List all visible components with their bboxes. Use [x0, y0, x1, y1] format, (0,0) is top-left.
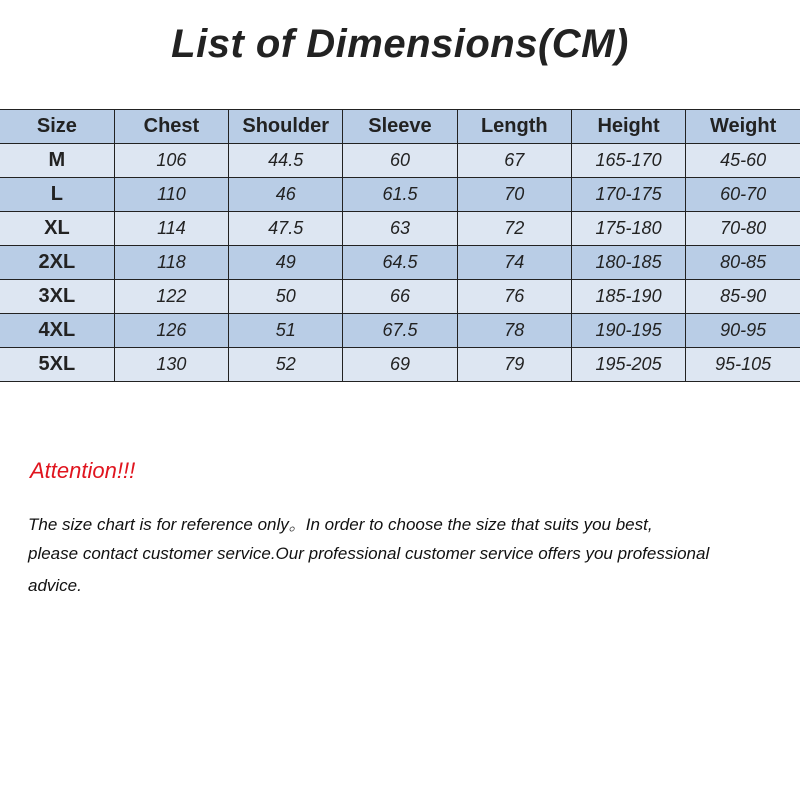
table-cell: 190-195 [571, 314, 685, 348]
size-chart-table [0, 109, 800, 382]
table-cell: 52 [229, 348, 343, 382]
table-cell: 180-185 [571, 246, 685, 280]
table-cell: 110 [114, 178, 228, 212]
table-cell: 63 [343, 212, 457, 246]
table-cell: 74 [457, 246, 571, 280]
table-cell: 67.5 [343, 314, 457, 348]
table-cell: 106 [114, 144, 228, 178]
table-cell: 95-105 [686, 348, 800, 382]
table-row [0, 280, 800, 314]
table-row [0, 314, 800, 348]
table-cell: 70 [457, 178, 571, 212]
table-cell: 165-170 [571, 144, 685, 178]
table-cell: 85-90 [686, 280, 800, 314]
header-height: Height [571, 110, 685, 144]
table-cell-size: 5XL [0, 348, 114, 382]
header-chest: Chest [114, 110, 228, 144]
table-row [0, 246, 800, 280]
note-line-2: please contact customer service.Our professional customer service offers you professional [28, 544, 710, 563]
table-row [0, 212, 800, 246]
table-row [0, 348, 800, 382]
table-cell: 70-80 [686, 212, 800, 246]
table-cell: 175-180 [571, 212, 685, 246]
table-cell: 51 [229, 314, 343, 348]
table-cell: 46 [229, 178, 343, 212]
table-cell: 47.5 [229, 212, 343, 246]
table-cell: 80-85 [686, 246, 800, 280]
table-cell: 67 [457, 144, 571, 178]
header-length: Length [457, 110, 571, 144]
table-cell-size: M [0, 144, 114, 178]
table-cell: 79 [457, 348, 571, 382]
table-cell: 170-175 [571, 178, 685, 212]
note-line-1: The size chart is for reference only。In order to choose the size that suits you best, [28, 515, 653, 534]
table-cell-size: 2XL [0, 246, 114, 280]
table-cell: 126 [114, 314, 228, 348]
table-cell: 60-70 [686, 178, 800, 212]
table-row [0, 178, 800, 212]
table-cell: 69 [343, 348, 457, 382]
table-cell: 44.5 [229, 144, 343, 178]
table-cell-size: 4XL [0, 314, 114, 348]
header-weight: Weight [686, 110, 800, 144]
header-shoulder: Shoulder [229, 110, 343, 144]
table-cell: 78 [457, 314, 571, 348]
header-size: Size [0, 110, 114, 144]
table-cell-size: L [0, 178, 114, 212]
note-line-3: advice. [28, 576, 82, 595]
table-row [0, 144, 800, 178]
table-cell-size: 3XL [0, 280, 114, 314]
table-cell: 195-205 [571, 348, 685, 382]
table-cell: 130 [114, 348, 228, 382]
table-cell: 118 [114, 246, 228, 280]
table-cell: 45-60 [686, 144, 800, 178]
table-cell: 122 [114, 280, 228, 314]
table-cell: 72 [457, 212, 571, 246]
table-cell: 49 [229, 246, 343, 280]
table-cell: 185-190 [571, 280, 685, 314]
table-cell: 60 [343, 144, 457, 178]
table-cell: 90-95 [686, 314, 800, 348]
table-cell: 61.5 [343, 178, 457, 212]
attention-heading: Attention!!! [30, 458, 136, 483]
table-cell-size: XL [0, 212, 114, 246]
table-cell: 114 [114, 212, 228, 246]
table-header-row [0, 110, 800, 144]
table-cell: 66 [343, 280, 457, 314]
table-cell: 64.5 [343, 246, 457, 280]
table-cell: 50 [229, 280, 343, 314]
page-title: List of Dimensions(CM) [171, 22, 629, 66]
header-sleeve: Sleeve [343, 110, 457, 144]
table-cell: 76 [457, 280, 571, 314]
